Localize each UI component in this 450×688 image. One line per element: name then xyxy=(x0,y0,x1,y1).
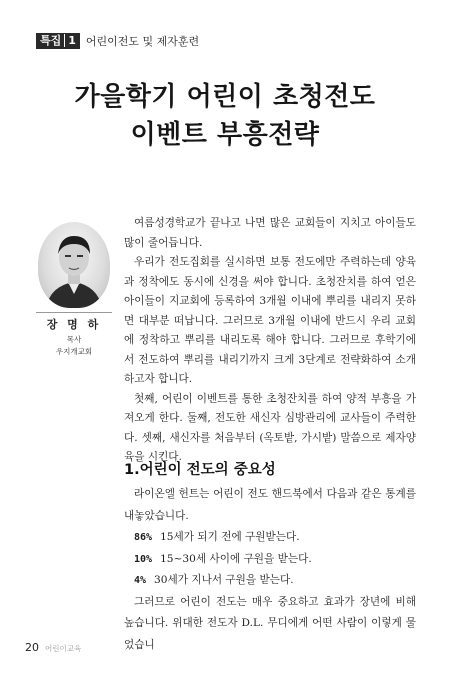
section-tag xyxy=(36,33,80,49)
paragraph: 그러므로 어린이 전도는 매우 중요하고 효과가 장년에 비해 높습니다. 위대한 전도자 D.L. 무디에게 어떤 사람이 이렇게 물었습니 xyxy=(124,595,416,651)
paragraph: 우리가 전도집회를 실시하면 보통 전도에만 주력하는데 양육과 정착에도 동시에 신경을 써야 합니다. 초청잔치를 하여 얻은 아이들이 지교회에 등록하여 3개월 이내에 뿌리를 내리지 못하면 대부분 떠납니다. 그러므로 3개월 이내에 반드시 우리 교회에 정착하고 뿌리를 내리도록 해야 합니다. 그러므로 후학기에서 전도하여 뿌리를 내리기까지 크게 3단계로 전략화하여 소개하고자 합니다. xyxy=(124,256,416,385)
page-number: 20 xyxy=(25,641,39,654)
intro-text xyxy=(124,214,416,468)
title-line-1: 가을학기 어린이 초청전도 xyxy=(74,82,376,112)
author-name: 장 명 하 xyxy=(36,312,112,332)
stat-line xyxy=(124,527,416,549)
author-role: 목사 xyxy=(66,335,82,344)
person-portrait-icon xyxy=(38,222,110,308)
paragraph: 여름성경학교가 끝나고 나면 많은 교회들이 지치고 아이들도 많이 줄어듭니다. xyxy=(124,217,416,249)
magazine-name: 어린이교육 xyxy=(45,644,82,653)
stat-percent: 10% xyxy=(134,553,153,565)
stat-text: 15세가 되기 전에 구원받는다. xyxy=(160,531,300,543)
stat-line xyxy=(124,570,416,592)
author-church: 우지개교회 xyxy=(55,347,93,356)
paragraph: 라이온엘 헌트는 어린이 전도 핸드북에서 다음과 같은 통계를 내놓았습니다. xyxy=(124,488,416,522)
title-line-2: 이벤트 부흥전략 xyxy=(130,120,320,150)
article-title xyxy=(0,78,450,154)
stat-percent: 86% xyxy=(134,532,153,543)
paragraph: 첫째, 어린이 이벤트를 통한 초청잔치를 하여 양적 부흥을 가져오게 한다. 둘째, 전도한 새신자 심방관리에 교사들이 주력한다. 셋째, 새신자를 처음부터 (옥토밭, 가시밭) 말씀으로 제자양육을 시킨다. xyxy=(124,392,416,463)
stat-line xyxy=(124,549,416,571)
page-footer xyxy=(25,641,81,654)
section-header xyxy=(36,33,199,49)
author-photo xyxy=(38,222,110,308)
section-heading: 1.어린이 전도의 중요성 xyxy=(124,462,276,478)
section-1-text xyxy=(124,484,416,656)
stat-text: 30세가 지나서 구원을 받는다. xyxy=(154,574,294,586)
stat-text: 15~30세 사이에 구원을 받는다. xyxy=(160,552,312,565)
section-title: 어린이전도 및 제자훈련 xyxy=(85,35,200,48)
section-number: 1 xyxy=(64,34,76,47)
stat-percent: 4% xyxy=(134,575,147,586)
section-tag-label: 특집 xyxy=(40,34,62,47)
